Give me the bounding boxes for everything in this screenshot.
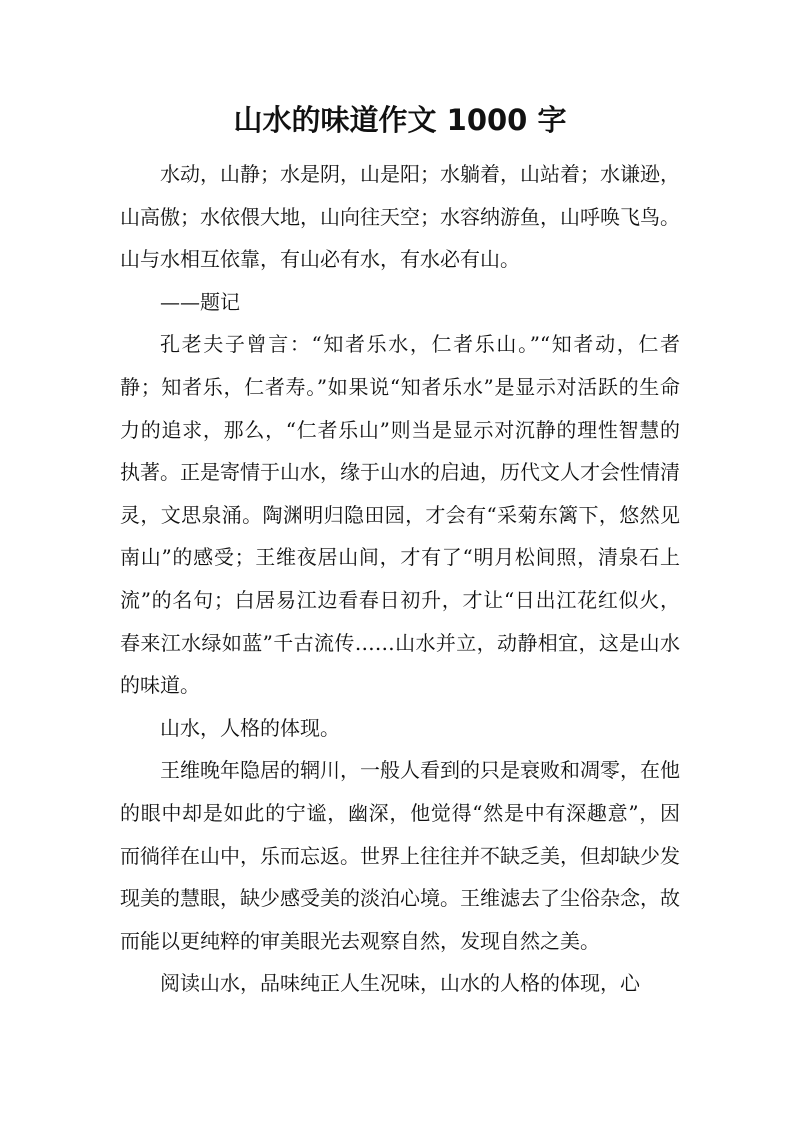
document-title: 山水的味道作文 1000 字 — [233, 103, 567, 137]
paragraph-intro: 水动，山静；水是阴，山是阳；水躺着，山站着；水谦逊，山高傲；水依偎大地，山向往天空；水容纳游鱼，山呼唤飞鸟。山与水相互依靠，有山必有水，有水必有山。 — [120, 162, 680, 272]
paragraph-heading-personality: 山水，人格的体现。 — [160, 715, 340, 740]
document-body — [120, 153, 680, 1005]
paragraph-reading-mountains: 阅读山水，品味纯正人生况味，山水的人格的体现，心 — [160, 971, 640, 996]
paragraph-epigraph-attribution: ——题记 — [160, 289, 240, 314]
paragraph-confucius: 孔老夫子曾言：“知者乐水，仁者乐山。”“知者动，仁者静；知者乐，仁者寿。”如果说“知者乐水”是显示对活跃的生命力的追求，那么，“仁者乐山”则当是显示对沉静的理性智慧的执著。正是寄情于山水，缘于山水的启迪，历代文人才会性情清灵，文思泉涌。陶渊明归隐田园，才会有“采菊东篱下，悠然见南山”的感受；王维夜居山间，才有了“明月松间照，清泉石上流”的名句；白居易江边看春日初升，才让“日出江花红似火，春来江水绿如蓝”千古流传……山水并立，动静相宜，这是山水的味道。 — [120, 332, 680, 698]
paragraph-wangwei: 王维晚年隐居的辋川，一般人看到的只是衰败和凋零，在他的眼中却是如此的宁谧，幽深，他觉得“然是中有深趣意”，因而徜徉在山中，乐而忘返。世界上往往并不缺乏美，但却缺少发现美的慧眼，缺少感受美的淡泊心境。王维滤去了尘俗杂念，故而能以更纯粹的审美眼光去观察自然，发现自然之美。 — [120, 758, 680, 953]
